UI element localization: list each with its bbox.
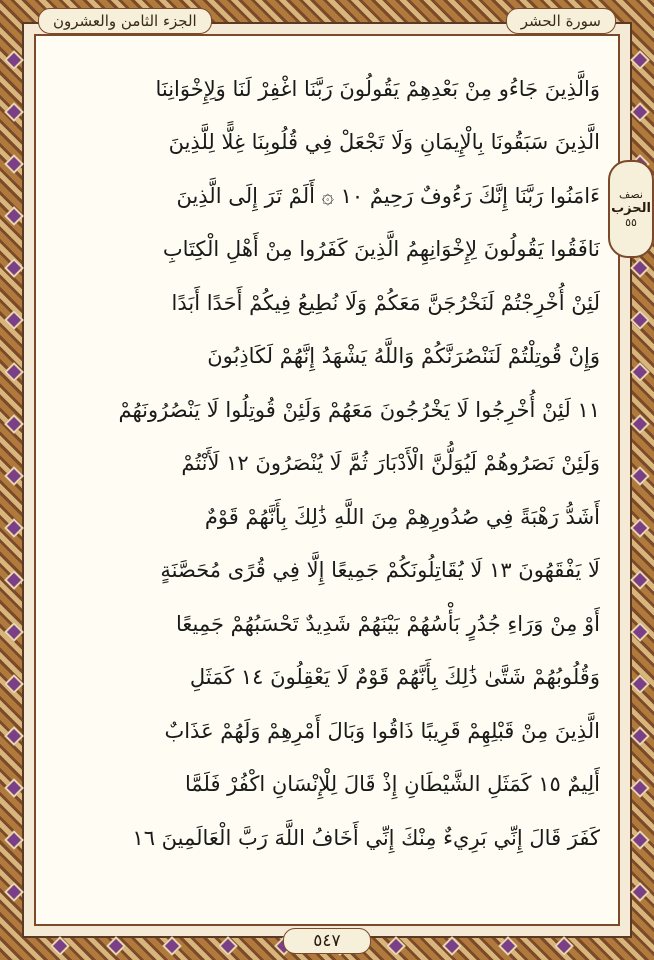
page-number: ٥٤٧ (283, 928, 371, 954)
text-line: ءَامَنُوا رَبَّنَا إِنَّكَ رَءُوفٌ رَحِيمٌ ١٠ ۞ أَلَمْ تَرَ إِلَى الَّذِينَ (176, 183, 600, 208)
hizb-number: ٥٥ (625, 216, 637, 229)
text-line: كَفَرَ قَالَ إِنِّي بَرِيءٌ مِنْكَ إِنِّي أَخَافُ اللَّهَ رَبَّ الْعَالَمِينَ ١٦ (132, 825, 600, 850)
text-line: أَوْ مِنْ وَرَاءِ جُدُرٍ بَأْسُهُمْ بَيْنَهُمْ شَدِيدٌ تَحْسَبُهُمْ جَمِيعًا (175, 611, 600, 636)
text-line: وَإِنْ قُوتِلْتُمْ لَنَنْصُرَنَّكُمْ وَاللَّهُ يَشْهَدُ إِنَّهُمْ لَكَاذِبُونَ (207, 344, 600, 369)
hizb-fraction: نصف (619, 188, 643, 201)
text-line: نَافَقُوا يَقُولُونَ لِإِخْوَانِهِمُ الَّذِينَ كَفَرُوا مِنْ أَهْلِ الْكِتَابِ (162, 237, 600, 262)
text-line: لَا يَفْقَهُونَ ١٣ لَا يُقَاتِلُونَكُمْ جَمِيعًا إِلَّا فِي قُرًى مُحَصَّنَةٍ (160, 558, 600, 583)
text-line: الَّذِينَ سَبَقُونَا بِالْإِيمَانِ وَلَا تَجْعَلْ فِي قُلُوبِنَا غِلًّا لِلَّذِينَ (168, 130, 600, 155)
hizb-marker (608, 160, 654, 258)
text-line: وَقُلُوبُهُمْ شَتَّىٰ ذَٰلِكَ بِأَنَّهُمْ قَوْمٌ لَا يَعْقِلُونَ ١٤ كَمَثَلِ (189, 665, 600, 690)
text-line: أَشَدُّ رَهْبَةً فِي صُدُورِهِمْ مِنَ اللَّهِ ذَٰلِكَ بِأَنَّهُمْ قَوْمٌ (204, 504, 600, 529)
juz-label: الجزء الثامن والعشرون (38, 8, 212, 34)
page-header (38, 6, 616, 36)
hizb-word: الحزب (611, 201, 651, 216)
text-line: وَلَئِنْ نَصَرُوهُمْ لَيُوَلُّنَّ الْأَدْبَارَ ثُمَّ لَا يُنْصَرُونَ ١٢ لَأَنْتُمْ (181, 451, 600, 476)
quran-text (60, 62, 600, 865)
text-line: الَّذِينَ مِنْ قَبْلِهِمْ قَرِيبًا ذَاقُوا وَبَالَ أَمْرِهِمْ وَلَهُمْ عَذَابٌ (164, 718, 600, 743)
text-line: لَئِنْ أُخْرِجْتُمْ لَنَخْرُجَنَّ مَعَكُمْ وَلَا نُطِيعُ فِيكُمْ أَحَدًا أَبَدًا (171, 290, 600, 315)
text-line: وَالَّذِينَ جَاءُو مِنْ بَعْدِهِمْ يَقُولُونَ رَبَّنَا اغْفِرْ لَنَا وَلِإِخْوَانِنَا (155, 76, 600, 101)
text-line: أَلِيمٌ ١٥ كَمَثَلِ الشَّيْطَانِ إِذْ قَالَ لِلْإِنْسَانِ اكْفُرْ فَلَمَّا (184, 772, 600, 797)
page-footer (0, 928, 654, 958)
text-line: ١١ لَئِنْ أُخْرِجُوا لَا يَخْرُجُونَ مَعَهُمْ وَلَئِنْ قُوتِلُوا لَا يَنْصُرُونَهُمْ (118, 397, 600, 422)
surah-label: سورة الحشر (506, 8, 616, 34)
